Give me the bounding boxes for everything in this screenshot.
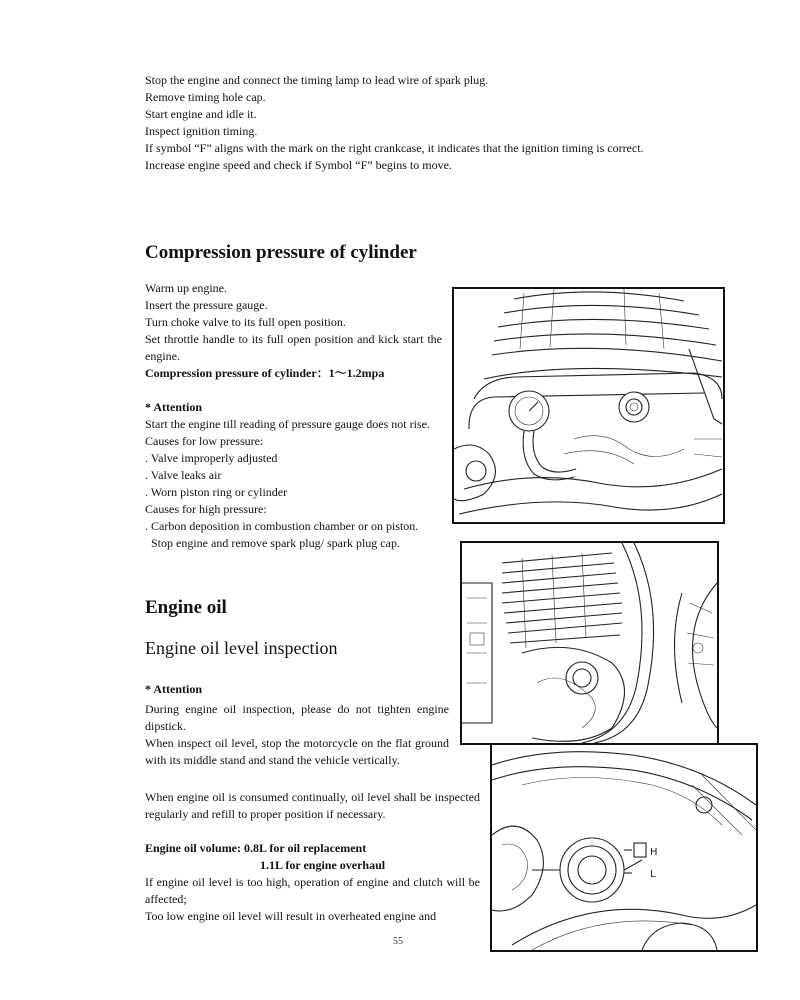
low-pressure-item: . Worn piston ring or cylinder — [145, 485, 288, 499]
oil-dipstick-figure — [490, 743, 758, 952]
high-pressure-title: Causes for high pressure: — [145, 502, 267, 516]
low-pressure-item: . Valve improperly adjusted — [145, 451, 278, 465]
oil-paragraph: If engine oil level is too high, operation of engine and clutch will be affected; — [145, 875, 480, 906]
oil-paragraph: When inspect oil level, stop the motorcycle on the flat ground with its middle stand and stand the vehicle vertically. — [145, 736, 449, 767]
high-pressure-item: Stop engine and remove spark plug/ spark plug cap. — [145, 536, 400, 550]
low-pressure-title: Causes for low pressure: — [145, 434, 264, 448]
dipstick-mark-l: L — [650, 869, 656, 880]
engine-oil-heading: Engine oil — [145, 597, 227, 618]
oil-level-subheading: Engine oil level inspection — [145, 638, 338, 658]
oil-paragraph: Too low engine oil level will result in overheated engine and — [145, 909, 437, 923]
oil-volume-line: Engine oil volume: 0.8L for oil replacement — [145, 841, 367, 855]
compression-step: Turn choke valve to its full open position. — [145, 315, 346, 329]
compression-step: Warm up engine. — [145, 281, 228, 295]
timing-line: Start engine and idle it. — [145, 107, 257, 121]
compression-gauge-figure — [452, 287, 725, 524]
engine-side-figure — [460, 541, 719, 745]
page-number: 55 — [393, 936, 403, 947]
engine-oil-body — [145, 681, 449, 769]
timing-line: Inspect ignition timing. — [145, 124, 258, 138]
timing-line: If symbol “F” aligns with the mark on the right crankcase, it indicates that the ignition timing is correct. — [145, 141, 644, 155]
low-pressure-item: . Valve leaks air — [145, 468, 222, 482]
attention-title: * Attention — [145, 682, 202, 696]
attention-text: Start the engine till reading of pressure gauge does not rise. — [145, 417, 430, 431]
compression-step: Insert the pressure gauge. — [145, 298, 268, 312]
oil-paragraph: When engine oil is consumed continually, oil level shall be inspected regularly and refill to proper position if necessary. — [145, 790, 480, 821]
high-pressure-item: . Carbon deposition in combustion chamber or on piston. — [145, 519, 419, 533]
oil-volume-line: 1.1L for engine overhaul — [260, 858, 386, 872]
compression-body — [145, 280, 442, 552]
attention-title: * Attention — [145, 400, 202, 414]
oil-paragraph: During engine oil inspection, please do not tighten engine dipstick. — [145, 702, 449, 733]
engine-oil-body-wide — [145, 789, 480, 925]
dipstick-mark-h: H — [650, 847, 658, 858]
timing-line: Increase engine speed and check if Symbol “F” begins to move. — [145, 158, 452, 172]
timing-section — [145, 72, 660, 174]
compression-spec: Compression pressure of cylinder：1～1.2mpa — [145, 366, 385, 380]
timing-line: Remove timing hole cap. — [145, 90, 266, 104]
compression-step: Set throttle handle to its full open position and kick start the engine. — [145, 332, 442, 363]
compression-heading: Compression pressure of cylinder — [145, 242, 417, 263]
timing-line: Stop the engine and connect the timing lamp to lead wire of spark plug. — [145, 73, 489, 87]
